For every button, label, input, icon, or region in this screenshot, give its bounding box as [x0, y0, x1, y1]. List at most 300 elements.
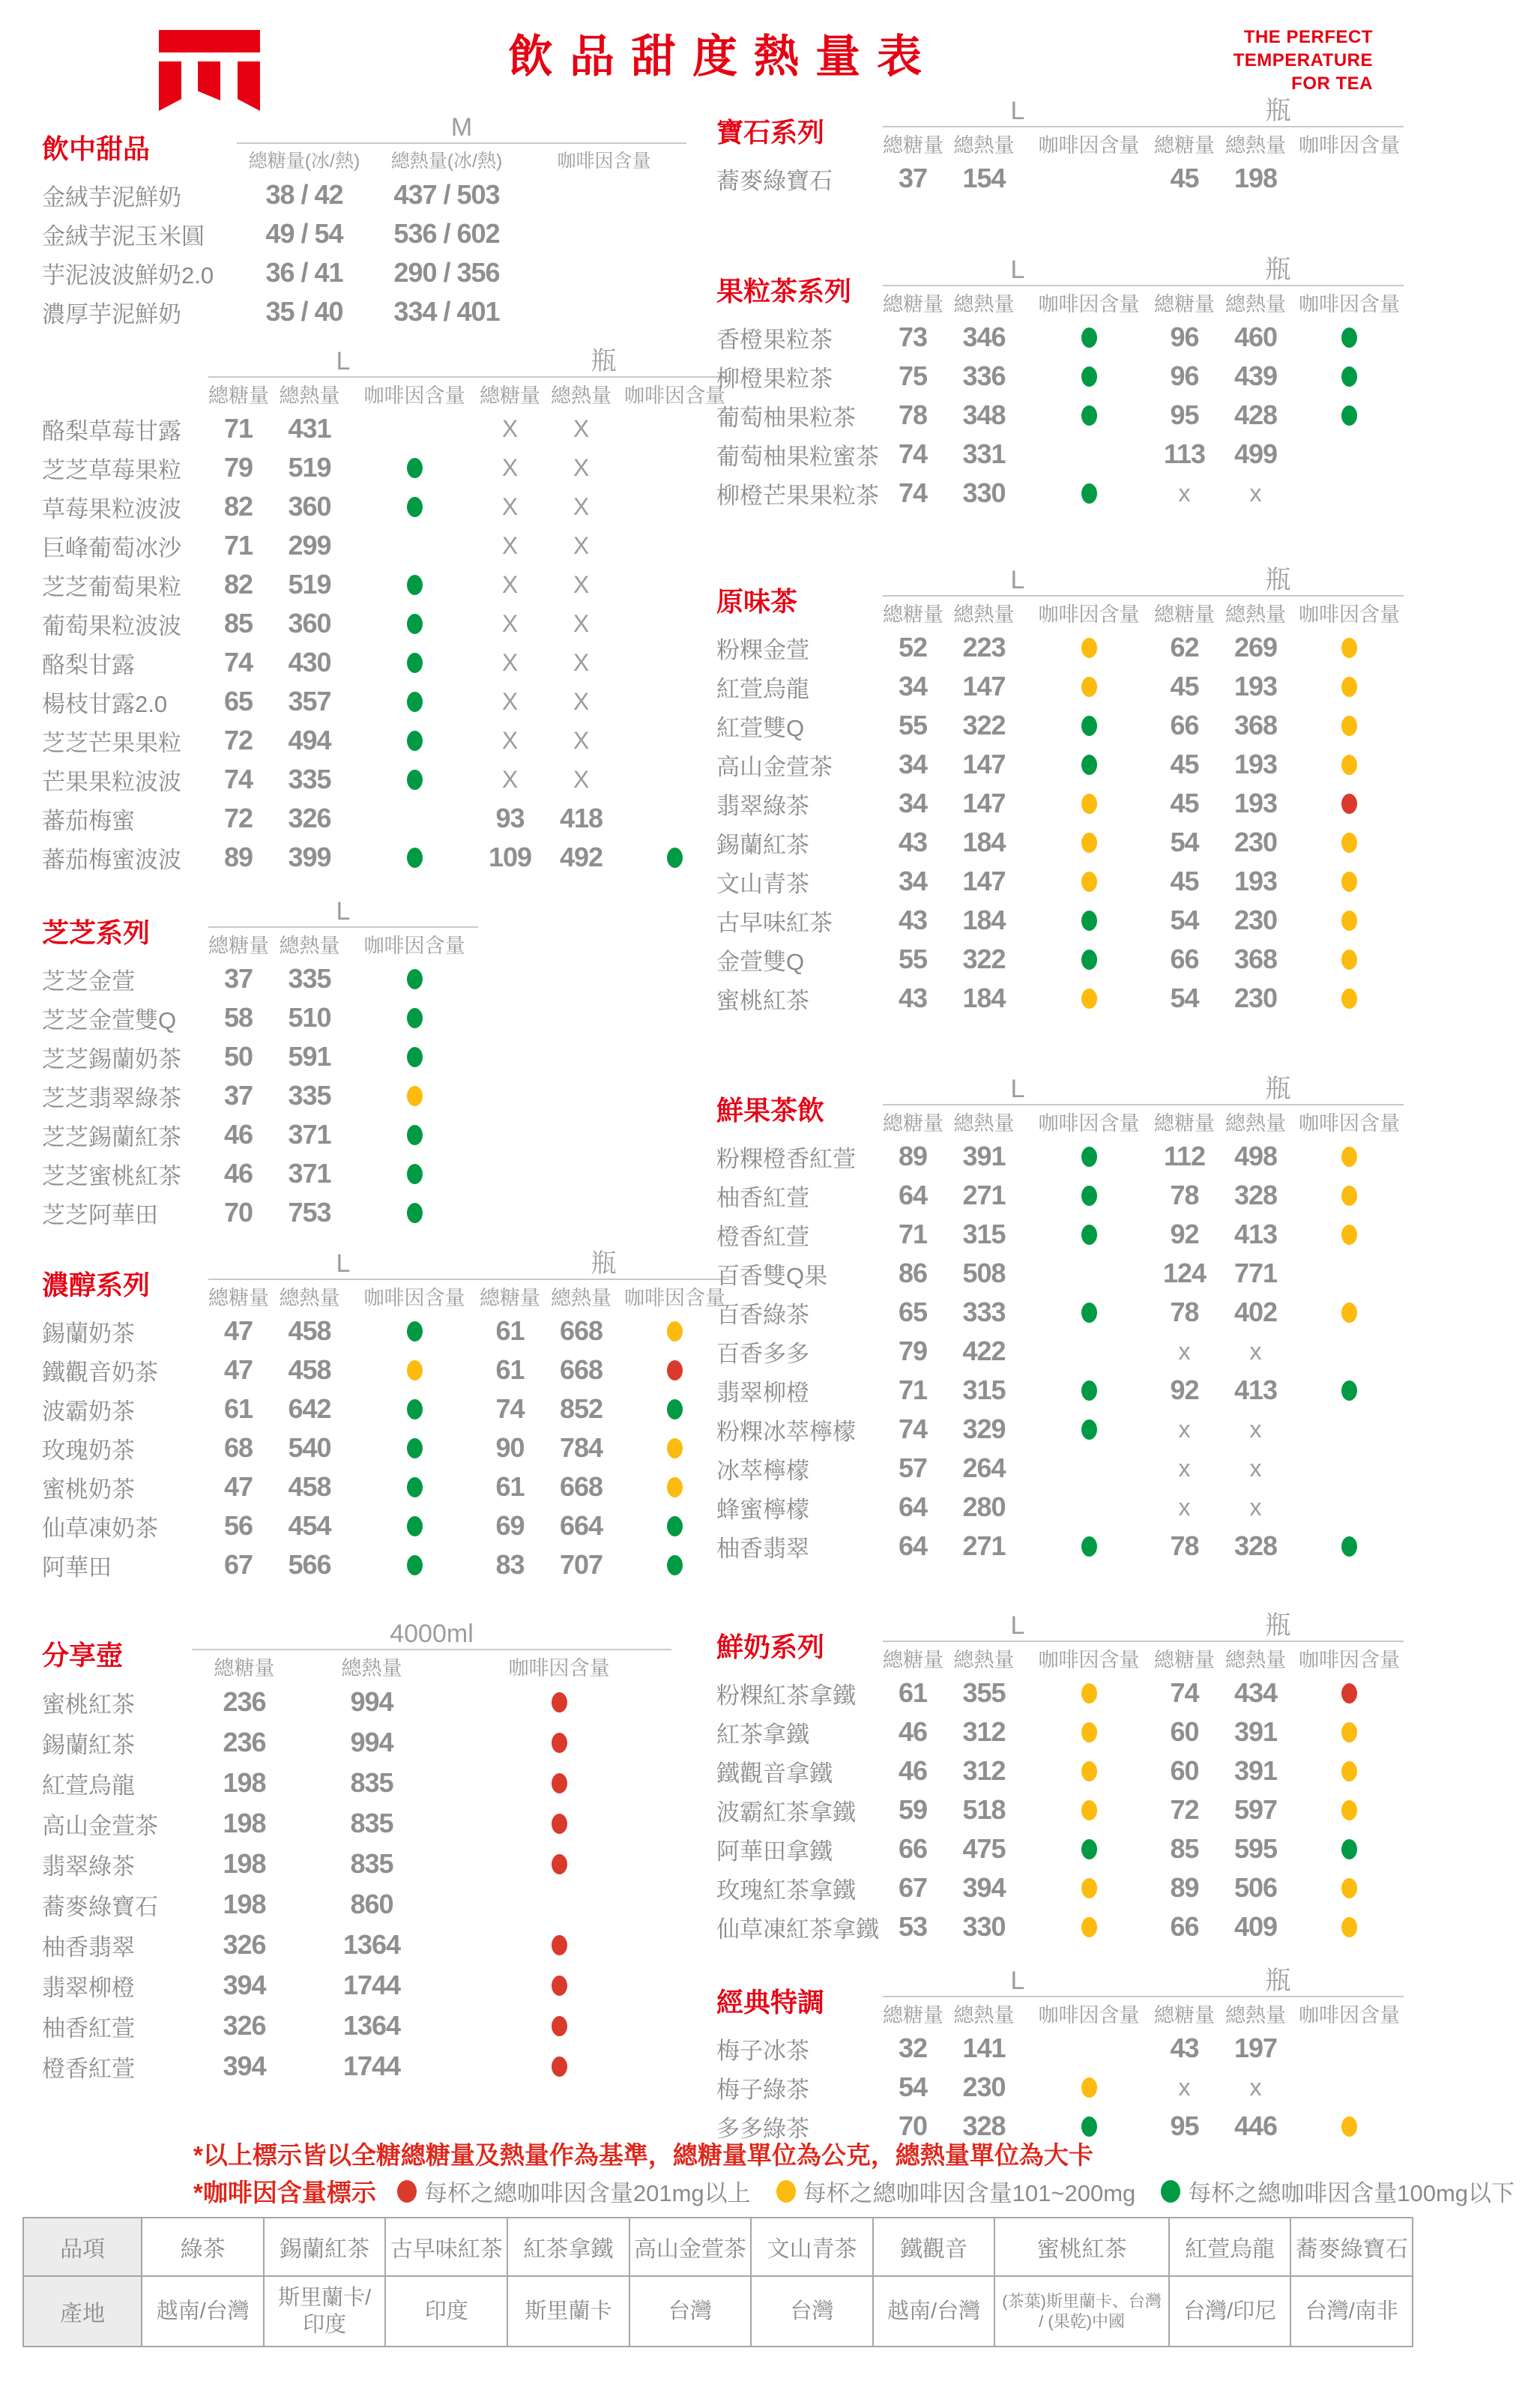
section-header	[716, 1074, 1421, 1137]
calorie-value: 184	[962, 827, 1006, 857]
section-title: 芝芝系列	[42, 918, 151, 948]
caffeine-cell	[1295, 872, 1404, 892]
column-headers	[1153, 286, 1404, 318]
caffeine-cell	[1295, 328, 1404, 348]
sugar-value: 38 / 42	[265, 179, 343, 210]
calorie-value: 454	[288, 1510, 331, 1541]
size-label: 瓶	[1265, 256, 1291, 284]
caffeine-cell	[1295, 1839, 1404, 1859]
calorie-value: x	[1249, 2073, 1262, 2101]
drink-name: 金絨芋泥玉米圓	[42, 223, 205, 250]
drink-name: 百香多多	[716, 1340, 809, 1367]
sugar-value: 35 / 40	[265, 296, 343, 327]
caffeine-cell	[1295, 1303, 1404, 1323]
sugar-value: 72	[1170, 1794, 1199, 1825]
table-row	[42, 760, 746, 799]
origin-place-cell: 越南/台灣	[142, 2276, 264, 2347]
sugar-value: 46	[223, 1119, 253, 1150]
sugar-value: 64	[898, 1530, 928, 1561]
caffeine-dot-yellow-icon	[1081, 677, 1097, 697]
caffeine-dot-green-icon	[407, 1477, 423, 1497]
sugar-value: X	[501, 570, 519, 598]
sugar-value: 68	[223, 1432, 253, 1463]
column-header: 總糖量	[1154, 133, 1215, 157]
drink-name: 金萱雙Q	[716, 948, 805, 975]
caffeine-dot-green-icon	[1081, 716, 1097, 736]
column-header: 總熱量	[551, 384, 612, 407]
sugar-value: 56	[223, 1510, 253, 1541]
column-header: 咖啡因含量	[624, 384, 725, 407]
column-headers	[478, 1280, 729, 1312]
drink-name: 紅萱烏龍	[42, 1772, 135, 1799]
drink-name: 梅子綠茶	[716, 2076, 809, 2103]
sugar-value: 79	[223, 452, 253, 483]
caffeine-dot-red-icon	[552, 1692, 567, 1713]
sugar-value: 61	[223, 1393, 253, 1424]
calorie-value: 315	[962, 1219, 1006, 1249]
drink-name: 古早味紅茶	[716, 909, 833, 936]
table-row	[42, 1545, 746, 1584]
calorie-value: 264	[962, 1452, 1006, 1483]
column-headers	[208, 378, 478, 409]
section-header	[42, 896, 746, 959]
size-label: 瓶	[1265, 566, 1291, 594]
calorie-value: X	[573, 414, 590, 442]
caffeine-dot-yellow-icon	[1081, 833, 1097, 853]
caffeine-dot-yellow-icon	[1341, 716, 1357, 736]
origin-table-header: 品項	[23, 2218, 142, 2276]
caffeine-cell	[351, 1360, 478, 1380]
calorie-value: 360	[288, 491, 331, 522]
table-row	[42, 643, 746, 682]
column-header: 總糖量(冰/熱)	[248, 151, 360, 172]
column-header: 咖啡因含量	[1299, 1648, 1400, 1671]
size-group-header	[1153, 565, 1404, 628]
caffeine-dot-green-icon	[407, 575, 423, 595]
sugar-value: 37	[223, 1080, 253, 1111]
caffeine-cell	[1025, 1917, 1153, 1937]
caffeine-cell	[351, 653, 478, 673]
column-headers	[208, 1280, 478, 1312]
caffeine-dot-green-icon	[1081, 405, 1097, 426]
column-header: 總糖量	[883, 2003, 943, 2027]
table-row	[716, 1713, 1421, 1751]
caffeine-dot-yellow-icon	[1341, 1225, 1357, 1245]
calorie-value: 348	[962, 399, 1006, 430]
sugar-value: 109	[488, 842, 532, 872]
calorie-value: 328	[1233, 1530, 1278, 1561]
caffeine-cell	[1025, 1147, 1153, 1167]
sugar-value: X	[501, 453, 519, 481]
caffeine-dot-yellow-icon	[407, 1360, 423, 1380]
table-row	[716, 706, 1421, 745]
table-row	[716, 862, 1421, 901]
sugar-value: 124	[1162, 1258, 1207, 1288]
size-label: L	[336, 897, 351, 926]
tagline-line: TEMPERATURE	[1233, 50, 1373, 70]
calorie-value: 458	[288, 1471, 331, 1502]
column-header: 總熱量	[1225, 2003, 1286, 2027]
drink-name: 錫蘭奶茶	[42, 1320, 135, 1347]
table-row	[42, 409, 746, 448]
column-header: 總糖量	[480, 1286, 540, 1309]
caffeine-dot-yellow-icon	[1341, 1917, 1357, 1937]
column-header: 總糖量	[883, 603, 943, 626]
calorie-value: 499	[1233, 438, 1278, 469]
caffeine-dot-green-icon	[1341, 405, 1357, 426]
sugar-value: 198	[223, 1808, 266, 1838]
caffeine-cell	[1295, 1186, 1404, 1206]
table-row	[42, 175, 746, 214]
sugar-value: 92	[1170, 1219, 1199, 1249]
sugar-value: 65	[223, 686, 253, 716]
caffeine-dot-green-icon	[407, 1438, 423, 1458]
section-header	[716, 255, 1421, 318]
table-row	[716, 1868, 1421, 1907]
caffeine-dot-green-icon	[1161, 2180, 1180, 2203]
size-group-header	[208, 896, 478, 959]
sugar-value: X	[501, 609, 519, 637]
sugar-value: X	[501, 531, 519, 559]
drink-name: 梅子冰茶	[716, 2037, 809, 2064]
calorie-value: 458	[288, 1354, 331, 1385]
caffeine-cell	[1025, 989, 1153, 1009]
table-row	[716, 1293, 1421, 1332]
section-block	[716, 96, 1421, 198]
caffeine-dot-green-icon	[1081, 950, 1097, 970]
caffeine-dot-yellow-icon	[1341, 989, 1357, 1009]
caffeine-dot-green-icon	[407, 1203, 423, 1223]
calorie-value: 315	[962, 1374, 1006, 1405]
calorie-value: 437 / 503	[393, 179, 500, 210]
sugar-value: 78	[1170, 1530, 1199, 1561]
calorie-value: 184	[962, 983, 1006, 1013]
column-header: 總糖量	[1154, 603, 1215, 626]
brand-tagline	[1233, 25, 1373, 95]
calorie-value: 198	[1233, 163, 1278, 193]
drink-name: 文山青茶	[716, 870, 809, 897]
calorie-value: 994	[350, 1686, 393, 1717]
table-row	[42, 959, 746, 998]
column-header: 總糖量	[208, 934, 269, 957]
caffeine-dot-green-icon	[1081, 911, 1097, 931]
drink-name: 波霸奶茶	[42, 1398, 135, 1425]
size-group-header	[1153, 1074, 1404, 1137]
table-row	[42, 1389, 746, 1428]
size-label: 瓶	[1265, 1967, 1291, 1995]
calorie-value: 642	[288, 1393, 331, 1424]
calorie-value: 707	[559, 1549, 603, 1580]
calorie-value: 355	[962, 1677, 1006, 1708]
table-row	[42, 1925, 746, 1965]
size-label: 瓶	[1265, 1611, 1291, 1640]
origin-place-cell: 台灣/南非	[1290, 2276, 1413, 2347]
drink-name: 紅萱雙Q	[716, 714, 805, 741]
sugar-value: X	[501, 726, 519, 754]
origin-item-cell: 綠茶	[142, 2218, 264, 2276]
sugar-value: 73	[898, 322, 928, 352]
calorie-value: 335	[288, 963, 331, 994]
size-group-header	[208, 346, 478, 409]
caffeine-dot-yellow-icon	[1341, 677, 1357, 697]
column-header: 咖啡因含量	[1038, 133, 1140, 157]
drink-name: 蕎麥綠寶石	[716, 167, 833, 194]
caffeine-dot-yellow-icon	[1341, 1722, 1357, 1742]
size-label: 瓶	[591, 347, 617, 375]
drink-name: 芝芝阿華田	[42, 1201, 158, 1228]
drink-name: 草莓果粒波波	[42, 495, 181, 522]
caffeine-dot-yellow-icon	[776, 2180, 796, 2203]
table-row	[42, 1844, 746, 1884]
calorie-value: 193	[1233, 866, 1278, 896]
table-row	[716, 1176, 1421, 1215]
caffeine-dot-yellow-icon	[1081, 989, 1097, 1009]
calorie-value: 326	[288, 803, 331, 833]
drink-name: 芝芝金萱	[42, 968, 135, 995]
sugar-value: 96	[1170, 360, 1199, 391]
table-row	[716, 2029, 1421, 2068]
caffeine-dot-green-icon	[407, 692, 423, 712]
calorie-value: 852	[559, 1393, 603, 1424]
section-title: 原味茶	[716, 587, 798, 617]
drink-name: 蜜桃紅茶	[42, 1691, 135, 1718]
calorie-value: 498	[1233, 1141, 1278, 1171]
size-group-header	[1153, 96, 1404, 159]
caffeine-cell	[620, 1321, 729, 1342]
caffeine-dot-yellow-icon	[1341, 1186, 1357, 1206]
calorie-value: X	[573, 453, 590, 481]
caffeine-cell	[351, 1047, 478, 1067]
size-group-header	[1153, 255, 1404, 318]
table-row	[716, 979, 1421, 1018]
table-row	[42, 838, 746, 877]
sugar-value: 69	[495, 1510, 525, 1541]
caffeine-dot-yellow-icon	[667, 1321, 683, 1342]
caffeine-cell	[1295, 638, 1404, 658]
caffeine-cell	[620, 1360, 729, 1380]
caffeine-dot-green-icon	[667, 1399, 683, 1419]
size-label: 瓶	[591, 1249, 617, 1278]
table-row	[42, 682, 746, 721]
origin-item-cell: 錫蘭紅茶	[264, 2218, 386, 2276]
calorie-value: 334 / 401	[393, 296, 500, 327]
sugar-value: 34	[898, 671, 928, 701]
table-row	[716, 1907, 1421, 1946]
sugar-value: 89	[898, 1141, 928, 1171]
table-row	[716, 1790, 1421, 1829]
caffeine-dot-green-icon	[1081, 1303, 1097, 1323]
table-row	[42, 2006, 746, 2046]
column-header: 咖啡因含量	[363, 934, 465, 957]
calorie-value: X	[573, 765, 590, 793]
caffeine-dot-yellow-icon	[1081, 1917, 1097, 1937]
sugar-value: 71	[223, 413, 253, 444]
sugar-value: 74	[1170, 1677, 1199, 1708]
drink-name: 翡翠柳橙	[716, 1379, 809, 1406]
sugar-value: 36 / 41	[265, 257, 343, 288]
legend-text: 每杯之總咖啡因含量100mg以下	[1188, 2180, 1515, 2206]
caffeine-dot-yellow-icon	[1081, 1878, 1097, 1898]
column-header: 總糖量	[1154, 1111, 1215, 1135]
calorie-value: 835	[350, 1767, 393, 1798]
caffeine-dot-green-icon	[667, 1555, 683, 1575]
calorie-value: 331	[962, 438, 1006, 469]
caffeine-dot-green-icon	[667, 848, 683, 868]
sugar-value: 62	[1170, 632, 1199, 663]
sugar-value: 92	[1170, 1374, 1199, 1405]
caffeine-dot-green-icon	[667, 1516, 683, 1536]
size-group-header	[883, 96, 1153, 159]
table-row	[42, 1722, 746, 1763]
calorie-value: 430	[288, 647, 331, 678]
calorie-value: 391	[1233, 1716, 1278, 1747]
column-header: 總熱量	[1225, 1648, 1286, 1671]
caffeine-cell	[1025, 1419, 1153, 1440]
caffeine-dot-red-icon	[552, 1935, 567, 1955]
calorie-value: 346	[962, 322, 1006, 352]
sugar-value: 55	[898, 944, 928, 974]
column-header: 總熱量	[953, 2003, 1015, 2027]
column-header: 咖啡因含量	[1038, 292, 1140, 316]
caffeine-dot-yellow-icon	[1081, 1761, 1097, 1781]
column-header: 咖啡因含量	[508, 1656, 610, 1680]
caffeine-cell	[1295, 1878, 1404, 1898]
caffeine-dot-yellow-icon	[1341, 911, 1357, 931]
drink-name: 香橙果粒茶	[716, 326, 833, 353]
caffeine-dot-green-icon	[407, 1399, 423, 1419]
calorie-value: 371	[288, 1119, 331, 1150]
calorie-value: 336	[962, 360, 1006, 391]
caffeine-cell	[351, 1125, 478, 1145]
calorie-value: 184	[962, 905, 1006, 935]
sugar-value: 46	[898, 1716, 928, 1747]
table-row	[42, 1154, 746, 1193]
size-label: L	[1010, 1611, 1025, 1640]
calorie-value: 147	[962, 749, 1006, 779]
size-group-header	[208, 1249, 478, 1312]
caffeine-cell	[620, 1516, 729, 1536]
drink-name: 蜜桃紅茶	[716, 987, 809, 1014]
sugar-value: 74	[898, 438, 928, 469]
caffeine-dot-green-icon	[407, 1164, 423, 1184]
calorie-value: 591	[288, 1041, 331, 1072]
drink-name: 巨峰葡萄冰沙	[42, 534, 181, 561]
caffeine-cell	[1295, 1225, 1404, 1245]
caffeine-cell	[447, 1854, 671, 1874]
table-row	[716, 823, 1421, 862]
section-header	[716, 1611, 1421, 1674]
column-headers	[1153, 1997, 1404, 2029]
table-row	[42, 1115, 746, 1154]
table-row	[42, 253, 746, 292]
sugar-value: 66	[1170, 944, 1199, 974]
size-label: L	[1010, 1967, 1025, 1995]
sugar-value: 61	[495, 1315, 525, 1346]
column-header: 總糖量	[1154, 292, 1215, 316]
column-headers	[1153, 597, 1404, 628]
size-label: M	[450, 113, 473, 142]
table-row	[716, 159, 1421, 198]
column-header: 咖啡因含量	[1038, 1111, 1140, 1135]
sugar-value: x	[1178, 1337, 1191, 1365]
origin-place-cell: 台灣	[751, 2276, 873, 2347]
caffeine-dot-yellow-icon	[1341, 638, 1357, 658]
origin-item-cell: 紅萱烏龍	[1169, 2218, 1291, 2276]
column-header: 總糖量	[1154, 2003, 1215, 2027]
origin-place-cell: 台灣/印尼	[1169, 2276, 1291, 2347]
sugar-value: x	[1178, 1493, 1191, 1521]
section-block	[42, 1249, 746, 1584]
caffeine-dot-yellow-icon	[667, 1477, 683, 1497]
sugar-value: X	[501, 648, 519, 676]
table-row	[716, 1449, 1421, 1488]
drink-name: 芝芝錫蘭奶茶	[42, 1045, 181, 1072]
caffeine-cell	[351, 1008, 478, 1028]
caffeine-cell	[351, 1086, 478, 1106]
caffeine-dot-green-icon	[1081, 366, 1097, 387]
drink-name: 波霸紅茶拿鐵	[716, 1799, 856, 1826]
drink-name: 芝芝翡翠綠茶	[42, 1084, 181, 1111]
calorie-value: 322	[962, 944, 1006, 974]
table-row	[716, 357, 1421, 396]
calorie-value: 431	[288, 413, 331, 444]
caffeine-cell	[1025, 1683, 1153, 1704]
sugar-value: 70	[898, 2110, 928, 2141]
caffeine-cell	[1025, 366, 1153, 387]
table-row	[42, 1803, 746, 1844]
caffeine-dot-green-icon	[1081, 1536, 1097, 1557]
calorie-value: 312	[962, 1755, 1006, 1786]
table-row	[42, 1351, 746, 1389]
calorie-value: 299	[288, 530, 331, 561]
calorie-value: 335	[288, 1080, 331, 1111]
calorie-value: 223	[962, 632, 1006, 663]
drink-name: 芒果果粒波波	[42, 768, 181, 795]
calorie-value: 368	[1233, 710, 1278, 740]
caffeine-cell	[1295, 677, 1404, 697]
calorie-value: 193	[1233, 749, 1278, 779]
table-row	[42, 1428, 746, 1467]
caffeine-cell	[1295, 1761, 1404, 1781]
caffeine-cell	[351, 1516, 478, 1536]
caffeine-cell	[1295, 1147, 1404, 1167]
column-header: 總熱量	[1225, 292, 1286, 316]
column-header: 咖啡因含量	[1299, 133, 1400, 157]
calorie-value: 391	[962, 1141, 1006, 1171]
table-row	[42, 1763, 746, 1803]
origin-table-origin-row	[23, 2276, 1413, 2347]
caffeine-dot-yellow-icon	[1081, 1800, 1097, 1820]
calorie-value: X	[573, 570, 590, 598]
caffeine-cell	[1025, 1303, 1153, 1323]
calorie-value: 357	[288, 686, 331, 716]
caffeine-dot-red-icon	[1341, 1683, 1357, 1704]
table-row	[716, 1410, 1421, 1449]
sugar-value: 95	[1170, 399, 1199, 430]
calorie-value: X	[573, 531, 590, 559]
calorie-value: 784	[559, 1432, 603, 1463]
calorie-value: 402	[1233, 1297, 1278, 1327]
caffeine-cell	[1025, 1536, 1153, 1557]
calorie-value: 330	[962, 1911, 1006, 1942]
sugar-value: x	[1178, 1454, 1191, 1482]
calorie-value: X	[573, 687, 590, 715]
drink-name: 芝芝芒果果粒	[42, 729, 181, 756]
caffeine-cell	[1295, 1800, 1404, 1820]
menu-column-left	[42, 90, 746, 2086]
section-block	[42, 112, 746, 331]
column-header: 總熱量(冰/熱)	[390, 151, 503, 172]
